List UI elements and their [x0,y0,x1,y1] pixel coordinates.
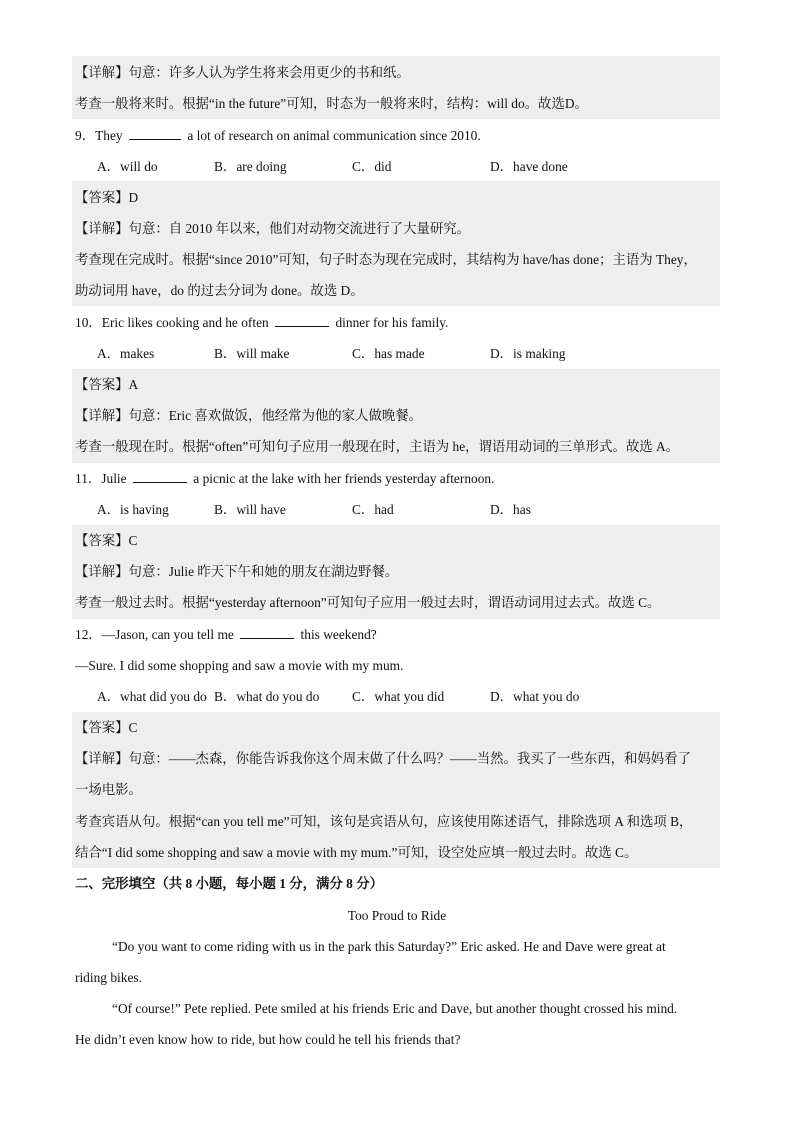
q10-option-c: C．has made [352,346,425,361]
q9-blank [129,126,181,140]
q12-stem [75,619,720,650]
q8-detail: 【详解】句意：许多人认为学生将来会用更少的书和纸。 [75,65,410,80]
q12-option-b: B．what do you do [214,689,320,704]
q12-stem-after: this weekend? [300,627,377,642]
q10-stem [75,307,720,338]
q10-option-a: A．makes [97,346,155,361]
q9-option-a: A．will do [97,159,158,174]
q12-detail-1: 【详解】句意：——杰森，你能告诉我你这个周末做了什么吗？——当然。我买了一些东西，和妈妈看了 [75,751,691,766]
q11-option-b: B．will have [214,502,286,517]
passage-p1-line2: riding bikes. [75,970,142,985]
q12-option-d: D．what you do [490,689,580,704]
q12-answer: 【答案】C [75,720,138,735]
passage-p2-line2: He didn’t even know how to ride, but how could he tell his friends that? [75,1032,461,1047]
q11-blank [133,469,187,483]
q9-stem [75,120,720,151]
passage-p1-line1: “Do you want to come riding with us in the park this Saturday?” Eric asked. He and Dave were great at [112,939,666,954]
q12-option-a: A．what did you do [97,689,207,704]
q12-blank [240,625,294,639]
q10-stem-before: 10．Eric likes cooking and he often [75,315,269,330]
q10-blank [275,313,329,327]
passage-title: Too Proud to Ride [347,908,447,923]
q11-detail: 【详解】句意：Julie 昨天下午和她的朋友在湖边野餐。 [75,564,399,579]
q11-option-c: C．had [352,502,394,517]
q12-option-c: C．what you did [352,689,445,704]
q9-option-d: D．have done [490,159,568,174]
q9-option-b: B．are doing [214,159,287,174]
q10-detail: 【详解】句意：Eric 喜欢做饭，他经常为他的家人做晚餐。 [75,408,423,423]
q8-analysis: 考查一般将来时。根据“in the future”可知，时态为一般将来时，结构：will do。故选D。 [75,96,588,111]
q11-option-a: A．is having [97,502,169,517]
q11-stem-after: a picnic at the lake with her friends yesterday afternoon. [193,471,495,486]
passage-p2-line1: “Of course!” Pete replied. Pete smiled at his friends Eric and Dave, but another thought crossed his mind. [112,1001,678,1016]
q12-analysis-2: 结合“I did some shopping and saw a movie with my mum.”可知，设空处应填一般过去时。故选 C。 [75,845,638,860]
q10-analysis-1: 考查一般现在时。根据“often”可知句子应用一般现在时，主语为 he，谓语用动词的三单形式。故选 A。 [75,439,680,454]
q9-analysis-1: 考查现在完成时。根据“since 2010”可知，句子时态为现在完成时，其结构为 have/has done；主语为 They， [75,252,697,267]
q11-analysis-1: 考查一般过去时。根据“yesterday afternoon”可知句子应用一般过去时，谓语动词用过去式。故选 C。 [75,595,661,610]
q11-stem-before: 11．Julie [75,471,127,486]
q9-stem-after: a lot of research on animal communication since 2010. [187,128,481,143]
q9-stem-before: 9．They [75,128,123,143]
q10-answer: 【答案】A [75,377,139,392]
q9-detail: 【详解】句意：自 2010 年以来，他们对动物交流进行了大量研究。 [75,221,471,236]
q12-stem-reply: —Sure. I did some shopping and saw a movie with my mum. [75,658,404,673]
q12-analysis-1: 考查宾语从句。根据“can you tell me”可知，该句是宾语从句，应该使用陈述语气，排除选项 A 和选项 B， [75,814,693,829]
q11-answer: 【答案】C [75,533,138,548]
q10-option-b: B．will make [214,346,290,361]
q9-option-c: C．did [352,159,392,174]
q11-option-d: D．has [490,502,531,517]
q9-answer: 【答案】D [75,190,139,205]
q12-detail-2: 一场电影。 [75,782,142,797]
q11-stem [75,463,720,494]
q10-stem-after: dinner for his family. [335,315,449,330]
q9-analysis-2: 助动词用 have，do 的过去分词为 done。故选 D。 [75,283,364,298]
q12-stem-before: 12．—Jason, can you tell me [75,627,234,642]
q10-option-d: D．is making [490,346,566,361]
section-title: 二、完形填空（共 8 小题，每小题 1 分，满分 8 分） [75,876,383,891]
